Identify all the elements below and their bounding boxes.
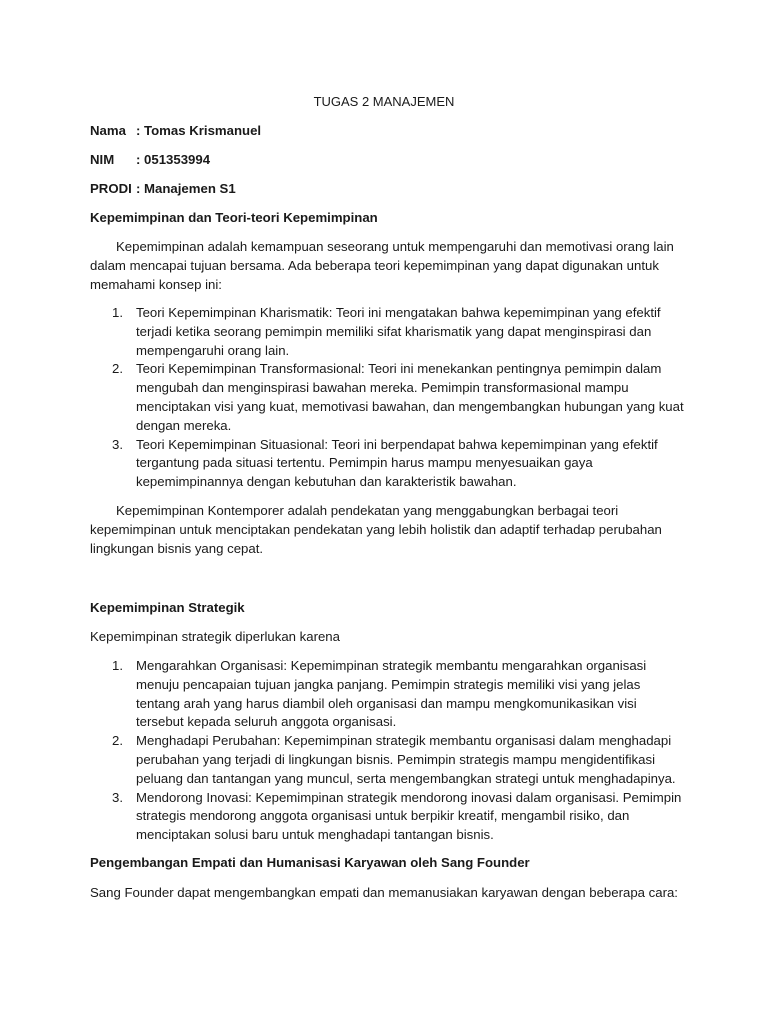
list-number: 1. [112, 305, 123, 320]
list-number: 3. [112, 436, 123, 452]
list-text: Mendorong Inovasi: Kepemimpinan strategik mendorong inovasi dalam organisasi. Pemimpin strategis mendorong anggota organisasi untuk berpikir kreatif, mengambil risiko, dan menciptakan solusi baru untuk menghadapi tantangan bisnis. [136, 789, 682, 843]
list-item [90, 657, 685, 732]
list-number: 3. [112, 789, 123, 805]
info-value: : Manajemen S1 [136, 181, 236, 196]
list-item [90, 360, 685, 435]
info-row-prodi [90, 180, 236, 199]
list-text: Teori Kepemimpinan Kharismatik: Teori ini mengatakan bahwa kepemimpinan yang efektif terjadi ketika seorang pemimpin memiliki sifat kharismatik yang dapat menginspirasi dan mempengaruhi orang lain. [136, 305, 661, 358]
info-row-nim [90, 151, 210, 170]
info-value: : Tomas Krismanuel [136, 123, 262, 138]
section1-closing-paragraph: Kepemimpinan Kontemporer adalah pendekatan yang menggabungkan berbagai teori kepemimpinan untuk menciptakan pendekatan yang lebih holistik dan adaptif terhadap perubahan lingkungan bisnis yang cepat. [90, 503, 662, 556]
section-heading-kepemimpinan: Kepemimpinan dan Teori-teori Kepemimpinan [90, 210, 378, 225]
list-text: Menghadapi Perubahan: Kepemimpinan strategik membantu organisasi dalam menghadapi perubahan yang terjadi di lingkungan bisnis. Pemimpin strategis mampu mengidentifikasi peluang dan tantangan yang muncul, serta mengembangkan strategi untuk menghadapinya. [136, 733, 676, 786]
section2-intro: Kepemimpinan strategik diperlukan karena [90, 629, 340, 644]
document-title: TUGAS 2 MANAJEMEN [313, 94, 455, 109]
list-number: 2. [112, 733, 123, 749]
section2-reason-list [90, 657, 685, 845]
info-row-nama [90, 122, 261, 141]
list-text: Teori Kepemimpinan Situasional: Teori ini berpendapat bahwa kepemimpinan yang efektif tergantung pada situasi tertentu. Pemimpin harus mampu menyesuaikan gaya kepemimpinannya dengan kebutuhan dan karakteristik bawahan. [136, 436, 658, 490]
info-label: Nama [90, 123, 126, 138]
list-text: Teori Kepemimpinan Transformasional: Teori ini menekankan pentingnya pemimpin dalam mengubah dan menginspirasi bawahan mereka. Pemimpin transformasional mampu menciptakan visi yang kuat, memotivasi bawahan, dan mengembangkan hubungan yang kuat dengan mereka. [136, 361, 684, 433]
section1-intro-paragraph: Kepemimpinan adalah kemampuan seseorang untuk mempengaruhi dan memotivasi orang lain dalam mencapai tujuan bersama. Ada beberapa teori kepemimpinan yang dapat digunakan untuk memahami konsep ini: [90, 239, 674, 292]
list-text: Mengarahkan Organisasi: Kepemimpinan strategik membantu mengarahkan organisasi menuju pencapaian tujuan jangka panjang. Pemimpin strategis memiliki visi yang jelas tentang arah yang harus diambil oleh organisasi dan mampu mengkomunikasikan visi tersebut kepada seluruh anggota organisasi. [136, 658, 647, 730]
info-value: : 051353994 [136, 152, 211, 167]
section-heading-empati: Pengembangan Empati dan Humanisasi Karyawan oleh Sang Founder [90, 855, 530, 870]
list-number: 1. [112, 658, 123, 673]
section3-intro: Sang Founder dapat mengembangkan empati dan memanusiakan karyawan dengan beberapa cara: [90, 885, 678, 900]
list-item [90, 732, 685, 788]
info-label: NIM [90, 152, 115, 167]
section1-theory-list [90, 304, 685, 492]
list-number: 2. [112, 361, 123, 377]
info-label: PRODI [90, 181, 132, 196]
list-item [90, 789, 685, 845]
list-item [90, 304, 685, 360]
section-heading-strategik: Kepemimpinan Strategik [90, 600, 245, 615]
list-item [90, 436, 685, 492]
